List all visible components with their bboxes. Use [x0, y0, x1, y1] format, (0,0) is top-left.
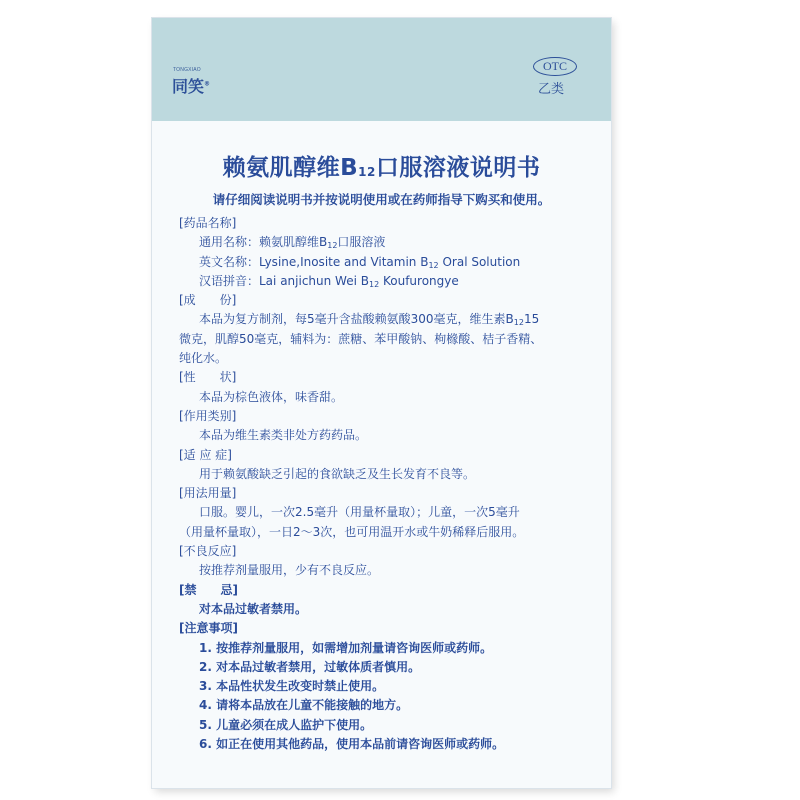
- section-header-category: [作用类别]: [179, 408, 237, 423]
- precaution-item: 3. 本品性状发生改变时禁止使用。: [199, 679, 385, 694]
- adverse-text: 按推荐剂量服用，少有不良反应。: [199, 563, 380, 578]
- section-header-composition: [成 份]: [179, 293, 237, 308]
- pinyin-name: 汉语拼音：Lai anjichun Wei B12 Koufurongye: [199, 273, 459, 289]
- registered-mark: ®: [204, 80, 211, 88]
- precaution-item: 6. 如正在使用其他药品，使用本品前请咨询医师或药师。: [199, 737, 505, 752]
- english-name: 英文名称：Lysine,Inosite and Vitamin B12 Oral Solution: [199, 254, 521, 270]
- contraindications-text: 对本品过敏者禁用。: [199, 601, 308, 616]
- generic-name: 通用名称：赖氨肌醇维B12口服溶液: [199, 235, 386, 251]
- section-header-contraindications: [禁 忌]: [179, 582, 238, 597]
- section-header-precautions: [注意事项]: [179, 621, 238, 636]
- category-text: 本品为维生素类非处方药药品。: [199, 428, 368, 443]
- section-header-dosage: [用法用量]: [179, 486, 237, 501]
- composition-line: 纯化水。: [179, 351, 228, 366]
- precaution-item: 2. 对本品过敏者禁用，过敏体质者慎用。: [199, 659, 421, 674]
- otc-badge: OTC: [533, 57, 577, 76]
- section-header-indications: [适 应 症]: [179, 447, 232, 462]
- precaution-item: 5. 儿童必须在成人监护下使用。: [199, 717, 373, 732]
- composition-line: 本品为复方制剂，每5毫升含盐酸赖氨酸300毫克，维生素B1215: [199, 312, 540, 328]
- brand-latin: TONGXIAO: [173, 67, 201, 73]
- properties-text: 本品为棕色液体，味香甜。: [199, 389, 344, 404]
- section-header-name: [药品名称]: [179, 216, 237, 230]
- brand-logo: [172, 74, 210, 97]
- section-header-properties: [性 状]: [179, 370, 237, 385]
- indications-text: 用于赖氨酸缺乏引起的食欲缺乏及生长发育不良等。: [199, 466, 476, 481]
- document-notice: 请仔细阅读说明书并按说明使用或在药师指导下购买和使用。: [212, 192, 551, 207]
- composition-line: 微克，肌醇50毫克，辅料为：蔗糖、苯甲酸钠、枸橼酸、桔子香精、: [179, 331, 543, 346]
- section-header-adverse: [不良反应]: [179, 544, 237, 559]
- precaution-item: 4. 请将本品放在儿童不能接触的地方。: [199, 698, 409, 713]
- dosage-line: 口服。婴儿，一次2.5毫升（用量杯量取）；儿童，一次5毫升: [199, 505, 520, 520]
- precaution-item: 1. 按推荐剂量服用，如需增加剂量请咨询医师或药师。: [199, 640, 493, 655]
- otc-class: 乙类: [538, 82, 565, 97]
- drug-leaflet: [152, 18, 611, 788]
- brand-name: 同笑: [172, 77, 205, 96]
- document-title: 赖氨肌醇维$B_{12}$口服溶液说明书: [222, 155, 541, 181]
- leaflet-content: [179, 214, 599, 754]
- dosage-line: （用量杯量取），一日2～3次，也可用温开水或牛奶稀释后服用。: [179, 524, 525, 539]
